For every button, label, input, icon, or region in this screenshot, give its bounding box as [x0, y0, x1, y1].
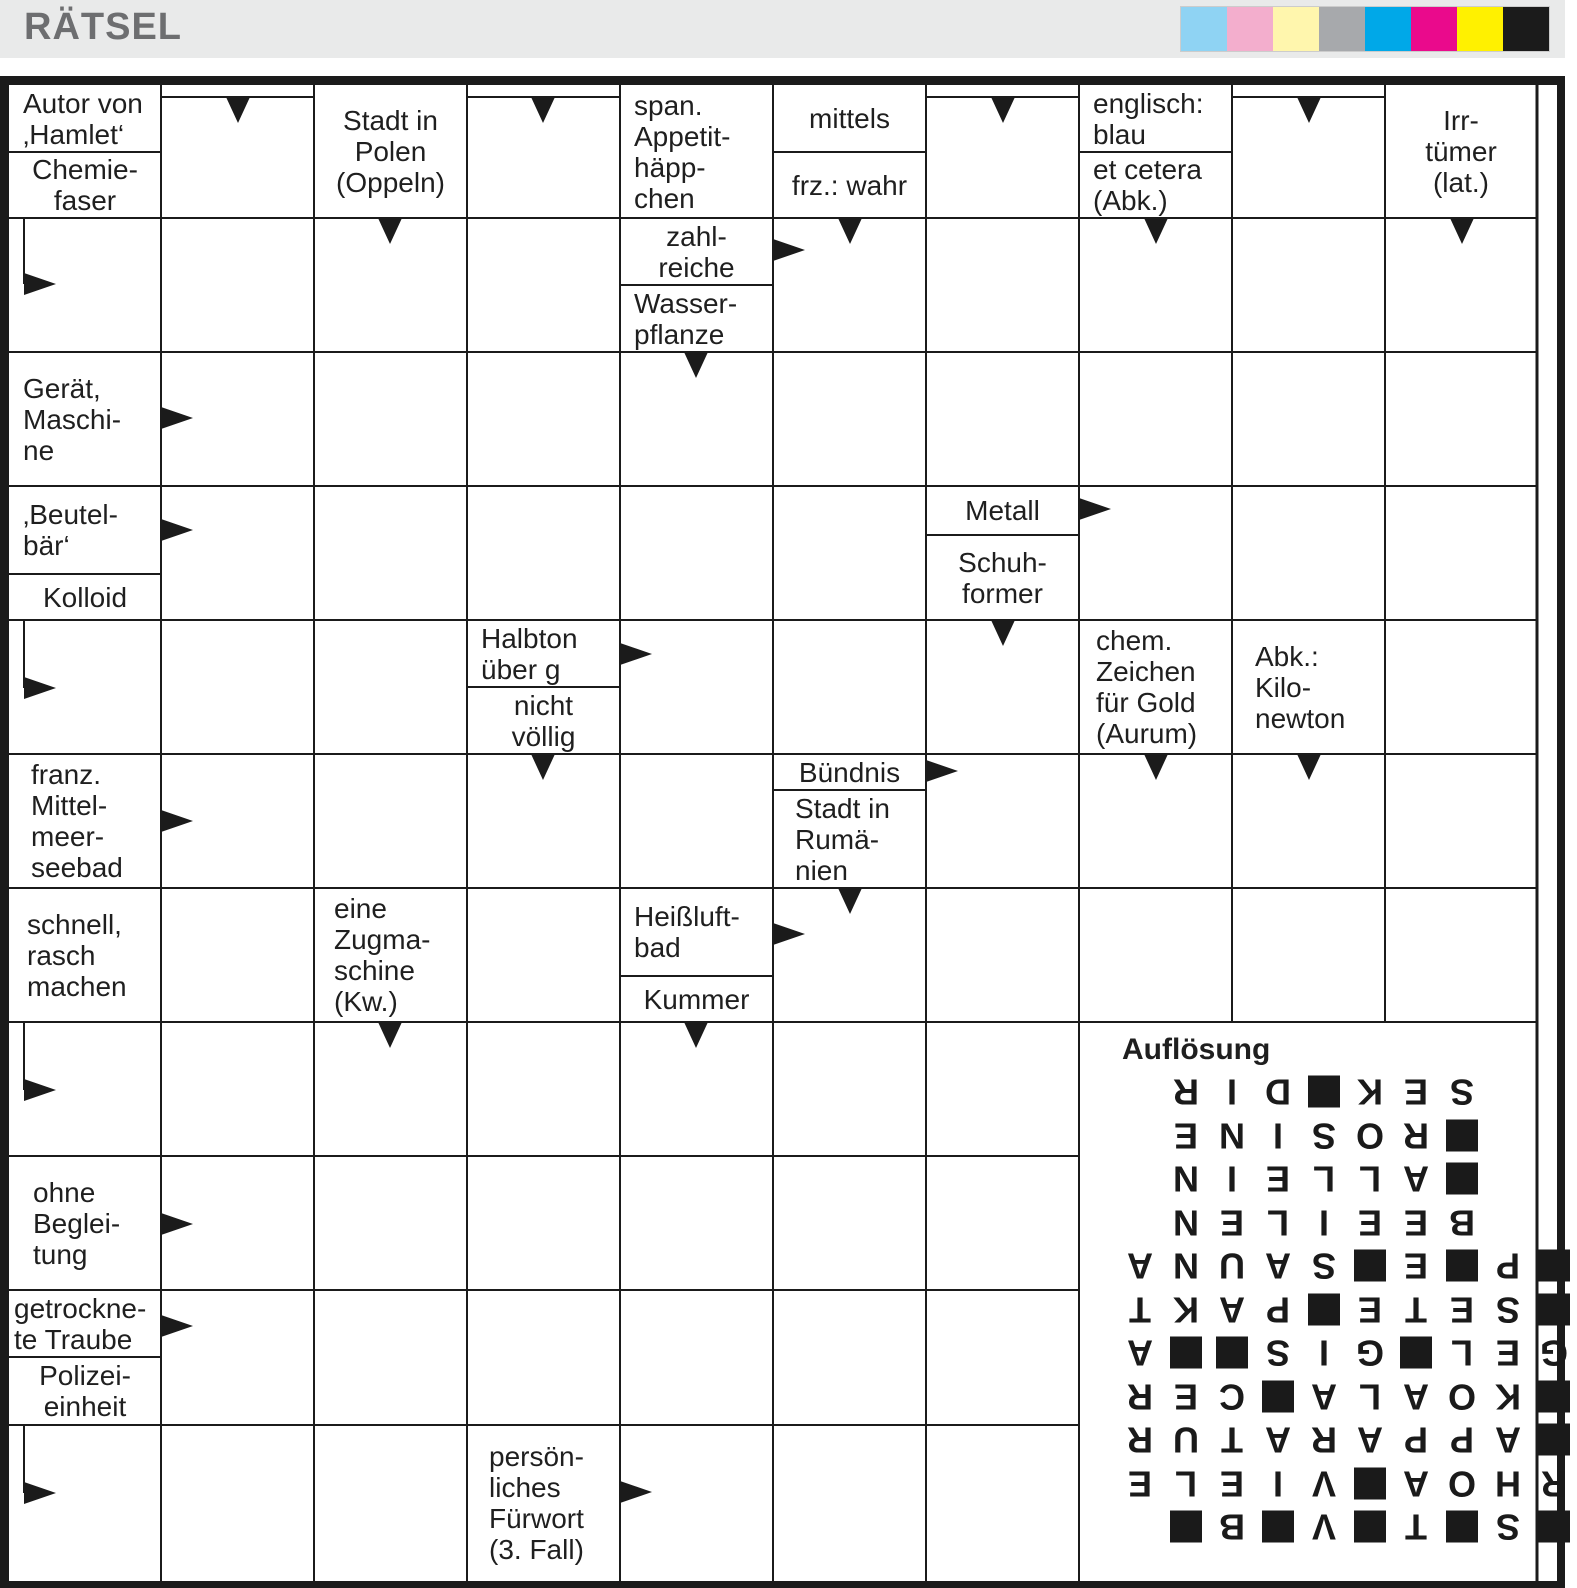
solution-letter: B	[1219, 1506, 1245, 1548]
color-swatch	[1181, 7, 1227, 51]
solution-letter: R	[1311, 1419, 1337, 1461]
solution-letter: E	[1174, 1376, 1199, 1418]
solution-letter: E	[1220, 1202, 1245, 1244]
solution-letter: E	[1496, 1332, 1521, 1374]
arrow-icon	[773, 923, 805, 945]
solution-letter: A	[1403, 1158, 1429, 1200]
solution-letter: E	[1174, 1115, 1199, 1157]
solution-grid	[1117, 1070, 1577, 1549]
solution-block	[1439, 1157, 1485, 1201]
solution-block	[1531, 1418, 1577, 1462]
solution-row	[1117, 1505, 1577, 1549]
solution-letter: L	[1451, 1332, 1473, 1374]
crossword-grid	[9, 85, 1569, 1581]
solution-block	[1163, 1505, 1209, 1549]
solution-block	[1347, 1462, 1393, 1506]
arrow-icon	[378, 218, 402, 244]
arrow-icon	[1297, 754, 1321, 780]
solution-letter: I	[1227, 1071, 1238, 1113]
clue-cell[interactable]: Heißluft- bad	[634, 901, 740, 963]
solution-letter: E	[1358, 1202, 1383, 1244]
solution-letter: P	[1266, 1289, 1291, 1331]
arrow-icon	[1144, 754, 1168, 780]
solution-block	[1439, 1114, 1485, 1158]
solution-letter: N	[1173, 1245, 1199, 1287]
solution-block	[1393, 1331, 1439, 1375]
arrow-icon	[1079, 498, 1111, 520]
arrow-icon	[161, 810, 193, 832]
solution-letter: V	[1312, 1506, 1337, 1548]
clue-cell[interactable]: englisch: blau	[1093, 87, 1204, 150]
arrow-icon	[531, 97, 555, 123]
solution-letter: A	[1357, 1419, 1383, 1461]
arrow-icon	[1144, 218, 1168, 244]
arrow-icon	[161, 1315, 193, 1337]
solution-letter: I	[1319, 1332, 1330, 1374]
solution-block	[1531, 1375, 1577, 1419]
solution-block	[1301, 1070, 1347, 1114]
clue-cell[interactable]: Abk.: Kilo- newton	[1255, 640, 1346, 734]
solution-row	[1117, 1418, 1577, 1462]
solution-letter: L	[1359, 1158, 1381, 1200]
clue-cell[interactable]: frz.: wahr	[791, 169, 908, 201]
solution-row	[1117, 1157, 1577, 1201]
solution-letter: A	[1265, 1245, 1291, 1287]
solution-block	[1531, 1244, 1577, 1288]
solution-letter: E	[1404, 1245, 1429, 1287]
arrow-icon	[684, 1022, 708, 1048]
arrow-icon	[838, 218, 862, 244]
solution-letter: I	[1273, 1115, 1284, 1157]
arrow-icon	[24, 273, 56, 295]
solution-letter: S	[1496, 1289, 1521, 1331]
solution-letter: O	[1448, 1463, 1477, 1505]
arrow-icon	[620, 643, 652, 665]
solution-letter: G	[1356, 1332, 1385, 1374]
clue-cell[interactable]: franz. Mittel- meer- seebad	[31, 759, 123, 883]
clue-cell[interactable]: mittels	[809, 103, 890, 134]
solution-letter: L	[1359, 1376, 1381, 1418]
clue-cell[interactable]: getrockne- te Traube	[14, 1292, 147, 1355]
solution-row	[1117, 1201, 1577, 1245]
arrow-icon	[1450, 218, 1474, 244]
solution-title: Auflösung	[1122, 1033, 1271, 1066]
solution-letter: H	[1495, 1463, 1521, 1505]
solution-letter: K	[1173, 1289, 1199, 1331]
clue-cell[interactable]: Halbton über g	[481, 622, 578, 685]
solution-letter: O	[1356, 1115, 1385, 1157]
clue-cell[interactable]: Kolloid	[42, 581, 128, 613]
clue-cell[interactable]: Wasser- pflanze	[634, 287, 738, 350]
clue-cell[interactable]: persön- liches Fürwort (3. Fall)	[489, 1441, 584, 1565]
clue-cell[interactable]: Irr- tümer (lat.)	[1425, 105, 1497, 198]
solution-letter: K	[1357, 1071, 1383, 1113]
solution-letter: I	[1319, 1202, 1330, 1244]
solution-letter: T	[1129, 1289, 1151, 1331]
arrow-icon	[684, 352, 708, 378]
arrow-icon	[161, 519, 193, 541]
solution-letter: N	[1173, 1202, 1199, 1244]
solution-letter: A	[1127, 1332, 1153, 1374]
solution-row	[1117, 1331, 1577, 1375]
solution-row	[1117, 1288, 1577, 1332]
solution-letter: N	[1219, 1115, 1245, 1157]
arrow-icon	[926, 760, 958, 782]
arrow-icon	[991, 97, 1015, 123]
arrow-icon	[161, 407, 193, 429]
clue-cell[interactable]: Schuh- former	[958, 546, 1047, 609]
header-bar	[0, 0, 1565, 58]
solution-block	[1347, 1505, 1393, 1549]
clue-cell[interactable]: Kummer	[643, 983, 750, 1015]
solution-letter: S	[1450, 1071, 1475, 1113]
solution-letter: E	[1404, 1071, 1429, 1113]
solution-letter: L	[1267, 1202, 1289, 1244]
solution-letter	[1531, 1114, 1577, 1158]
solution-letter: O	[1448, 1376, 1477, 1418]
solution-block	[1439, 1505, 1485, 1549]
solution-letter: S	[1266, 1332, 1291, 1374]
solution-block	[1531, 1505, 1577, 1549]
solution-letter: S	[1496, 1506, 1521, 1548]
solution-letter: A	[1311, 1376, 1337, 1418]
solution-letter: D	[1265, 1071, 1291, 1113]
clue-cell[interactable]: schnell, rasch machen	[27, 908, 127, 1002]
solution-letter: A	[1403, 1463, 1429, 1505]
arrow-icon	[378, 1022, 402, 1048]
clue-cell[interactable]: Chemie- faser	[32, 154, 138, 216]
clue-cell[interactable]: ohne Beglei- tung	[33, 1176, 121, 1270]
color-swatch	[1503, 7, 1549, 51]
color-calibration-strip	[1180, 6, 1550, 52]
solution-letter	[1485, 1114, 1531, 1158]
solution-block	[1439, 1244, 1485, 1288]
clue-cell[interactable]: zahl- reiche	[658, 220, 735, 283]
clue-cell[interactable]: Stadt in Rumä- nien	[795, 792, 890, 886]
clue-cell[interactable]: nicht völlig	[511, 689, 576, 752]
solution-letter: U	[1219, 1245, 1245, 1287]
solution-letter: B	[1449, 1202, 1475, 1244]
solution-letter: A	[1219, 1289, 1245, 1331]
solution-letter: U	[1173, 1419, 1199, 1461]
clue-cell[interactable]: Metall	[965, 495, 1040, 526]
clue-cell[interactable]: et cetera (Abk.)	[1093, 154, 1202, 216]
solution-letter: L	[1313, 1158, 1335, 1200]
solution-letter: R	[1127, 1419, 1153, 1461]
solution-letter: V	[1312, 1463, 1337, 1505]
solution-block	[1163, 1331, 1209, 1375]
solution-letter: P	[1450, 1419, 1475, 1461]
solution-letter: T	[1405, 1506, 1427, 1548]
solution-letter: I	[1227, 1158, 1238, 1200]
solution-letter: A	[1495, 1419, 1521, 1461]
arrow-icon	[531, 754, 555, 780]
solution-block	[1347, 1244, 1393, 1288]
arrow-icon	[161, 1213, 193, 1235]
solution-letter: R	[1127, 1376, 1153, 1418]
solution-letter	[1531, 1201, 1577, 1245]
clue-cell[interactable]: ‚Beutel- bär‘	[23, 499, 118, 561]
solution-letter: R	[1403, 1115, 1429, 1157]
clue-cell[interactable]: Polizei- einheit	[39, 1360, 131, 1422]
page-title: RÄTSEL	[24, 6, 182, 48]
solution-block	[1255, 1505, 1301, 1549]
color-swatch	[1319, 7, 1365, 51]
solution-letter	[1485, 1070, 1531, 1114]
color-swatch	[1411, 7, 1457, 51]
clue-cell[interactable]: Autor von ‚Hamlet‘	[23, 87, 143, 150]
solution-letter: E	[1450, 1289, 1475, 1331]
arrow-icon	[1297, 97, 1321, 123]
clue-cell[interactable]: chem. Zeichen für Gold (Aurum)	[1096, 625, 1198, 749]
solution-letter: N	[1173, 1158, 1199, 1200]
solution-letter: L	[1175, 1463, 1197, 1505]
clue-cell[interactable]: span. Appetit- häpp- chen	[634, 89, 731, 214]
solution-letter: K	[1495, 1376, 1521, 1418]
solution-letter: T	[1405, 1289, 1427, 1331]
solution-letter	[1531, 1157, 1577, 1201]
clue-cell[interactable]: Stadt in Polen (Oppeln)	[336, 105, 445, 198]
solution-letter	[1485, 1201, 1531, 1245]
color-swatch	[1227, 7, 1273, 51]
solution-letter: E	[1128, 1463, 1153, 1505]
arrow-icon	[226, 97, 250, 123]
solution-row	[1117, 1462, 1577, 1506]
solution-letter: G	[1540, 1332, 1569, 1374]
color-swatch	[1273, 7, 1319, 51]
color-swatch	[1365, 7, 1411, 51]
solution-letter: S	[1312, 1115, 1337, 1157]
color-swatch	[1457, 7, 1503, 51]
solution-block	[1209, 1331, 1255, 1375]
solution-row	[1117, 1114, 1577, 1158]
solution-letter: C	[1219, 1376, 1245, 1418]
arrow-icon	[24, 1079, 56, 1101]
solution-letter: S	[1312, 1245, 1337, 1287]
solution-letter	[1531, 1070, 1577, 1114]
solution-letter: P	[1496, 1245, 1521, 1287]
clue-cell[interactable]: Gerät, Maschi- ne	[23, 372, 122, 466]
arrow-icon	[24, 1482, 56, 1504]
solution-letter: E	[1266, 1158, 1291, 1200]
solution-letter: A	[1127, 1245, 1153, 1287]
clue-cell[interactable]: Bündnis	[798, 756, 901, 788]
solution-block	[1301, 1288, 1347, 1332]
arrow-icon	[838, 888, 862, 914]
arrow-icon	[773, 239, 805, 261]
arrow-icon	[991, 620, 1015, 646]
solution-block	[1255, 1375, 1301, 1419]
arrow-icon	[24, 677, 56, 699]
solution-letter: A	[1265, 1419, 1291, 1461]
solution-block	[1531, 1288, 1577, 1332]
clue-cell[interactable]: eine Zugma- schine (Kw.)	[334, 893, 431, 1017]
solution-row	[1117, 1070, 1577, 1114]
solution-letter: E	[1220, 1463, 1245, 1505]
arrow-icon	[620, 1481, 652, 1503]
solution-letter: P	[1404, 1419, 1429, 1461]
solution-letter: R	[1173, 1071, 1199, 1113]
solution-letter: E	[1358, 1289, 1383, 1331]
solution-letter	[1485, 1157, 1531, 1201]
solution-row	[1117, 1375, 1577, 1419]
solution-letter: I	[1273, 1463, 1284, 1505]
solution-letter: T	[1221, 1419, 1243, 1461]
solution-letter: E	[1404, 1202, 1429, 1244]
solution-row	[1117, 1244, 1577, 1288]
solution-letter: R	[1541, 1463, 1567, 1505]
solution-letter: A	[1403, 1376, 1429, 1418]
